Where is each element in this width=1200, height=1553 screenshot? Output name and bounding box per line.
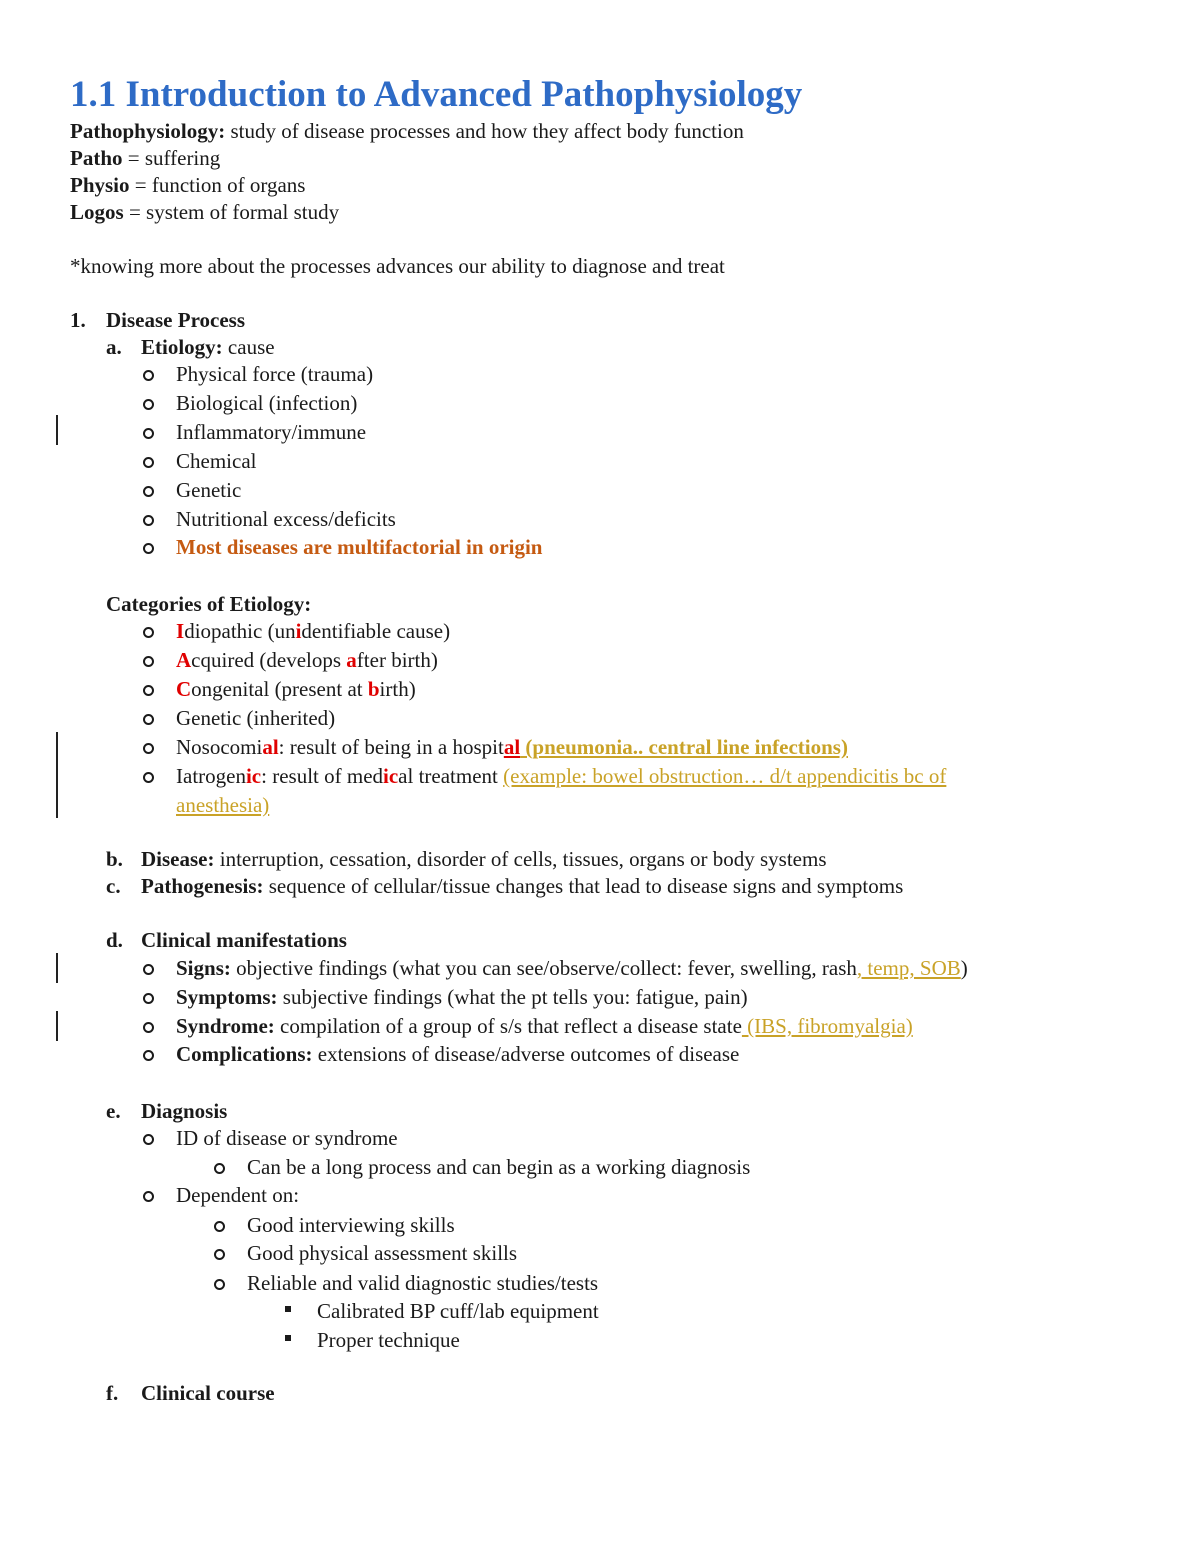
pathogenesis-definition: Pathogenesis: sequence of cellular/tissue changes that lead to disease signs and symptoms <box>141 874 904 898</box>
category-nosocomial: Nosocomial: result of being in a hospital (pneumonia.. central line infections) <box>176 735 848 759</box>
list-item: ID of disease or syndrome <box>176 1126 398 1150</box>
diagnosis-heading: Diagnosis <box>141 1099 228 1123</box>
section-heading-disease-process: Disease Process <box>106 308 245 332</box>
bullet-icon <box>143 1191 154 1202</box>
list-item: Reliable and valid diagnostic studies/tests <box>247 1271 599 1295</box>
list-marker: 1. <box>70 308 86 332</box>
category-idiopathic: Idiopathic (unidentifiable cause) <box>176 619 451 643</box>
list-item: Chemical <box>176 449 257 473</box>
bullet-icon <box>143 772 154 783</box>
clinical-heading: Clinical manifestations <box>141 928 347 952</box>
bullet-icon <box>143 1134 154 1145</box>
category-acquired: Acquired (develops after birth) <box>176 648 438 672</box>
bullet-icon <box>143 370 154 381</box>
bullet-icon <box>143 486 154 497</box>
definition-patho: Patho = suffering <box>70 146 221 170</box>
clinical-signs: Signs: objective findings (what you can see/observe/collect: fever, swelling, rash, temp, SOB) <box>176 956 968 980</box>
list-item: Nutritional excess/deficits <box>176 507 396 531</box>
definition-physio: Physio = function of organs <box>70 173 306 197</box>
etiology-heading: Etiology: cause <box>141 335 275 359</box>
clinical-complications: Complications: extensions of disease/adverse outcomes of disease <box>176 1042 740 1066</box>
category-iatrogenic-note: anesthesia) <box>176 793 270 817</box>
bullet-icon <box>143 743 154 754</box>
change-bar <box>56 1011 58 1041</box>
bullet-icon <box>143 964 154 975</box>
list-marker: f. <box>106 1381 119 1405</box>
category-iatrogenic: Iatrogenic: result of medical treatment (example: bowel obstruction… d/t appendicitis bc of <box>176 764 947 788</box>
etiology-highlight: Most diseases are multifactorial in origin <box>176 535 543 559</box>
page-title: 1.1 Introduction to Advanced Pathophysiology <box>70 74 803 115</box>
change-bar <box>56 953 58 983</box>
list-item: Biological (infection) <box>176 391 358 415</box>
categories-heading: Categories of Etiology: <box>106 592 312 616</box>
clinical-symptoms: Symptoms: subjective findings (what the pt tells you: fatigue, pain) <box>176 985 748 1009</box>
bullet-icon <box>143 543 154 554</box>
list-item: Physical force (trauma) <box>176 362 374 386</box>
list-item: Genetic <box>176 478 242 502</box>
list-marker: b. <box>106 847 123 871</box>
bullet-icon <box>143 714 154 725</box>
change-bar <box>56 732 58 818</box>
clinical-course-heading: Clinical course <box>141 1381 275 1405</box>
list-item: Calibrated BP cuff/lab equipment <box>317 1299 599 1323</box>
definition-logos: Logos = system of formal study <box>70 200 340 224</box>
bullet-icon <box>143 515 154 526</box>
bullet-icon <box>214 1221 225 1232</box>
clinical-syndrome: Syndrome: compilation of a group of s/s that reflect a disease state (IBS, fibromyalgia) <box>176 1014 913 1038</box>
bullet-icon <box>143 627 154 638</box>
square-bullet-icon <box>285 1306 291 1312</box>
bullet-icon <box>143 685 154 696</box>
list-item: Dependent on: <box>176 1183 300 1207</box>
category-genetic: Genetic (inherited) <box>176 706 336 730</box>
list-item: Good physical assessment skills <box>247 1241 518 1265</box>
bullet-icon <box>214 1163 225 1174</box>
list-marker: e. <box>106 1099 121 1123</box>
bullet-icon <box>143 993 154 1004</box>
list-item: Can be a long process and can begin as a working diagnosis <box>247 1155 751 1179</box>
list-marker: d. <box>106 928 123 952</box>
bullet-icon <box>143 656 154 667</box>
list-item: Inflammatory/immune <box>176 420 367 444</box>
square-bullet-icon <box>285 1335 291 1341</box>
category-congenital: Congenital (present at birth) <box>176 677 416 701</box>
disease-definition: Disease: interruption, cessation, disorder of cells, tissues, organs or body systems <box>141 847 827 871</box>
list-item: Good interviewing skills <box>247 1213 455 1237</box>
list-item: Proper technique <box>317 1328 460 1352</box>
list-marker: a. <box>106 335 122 359</box>
definition-pathophysiology: Pathophysiology: study of disease processes and how they affect body function <box>70 119 744 143</box>
bullet-icon <box>143 457 154 468</box>
bullet-icon <box>143 1022 154 1033</box>
list-marker: c. <box>106 874 121 898</box>
bullet-icon <box>143 1050 154 1061</box>
note-text: *knowing more about the processes advances our ability to diagnose and treat <box>70 254 725 278</box>
change-bar <box>56 415 58 445</box>
bullet-icon <box>143 399 154 410</box>
bullet-icon <box>214 1279 225 1290</box>
bullet-icon <box>214 1249 225 1260</box>
bullet-icon <box>143 428 154 439</box>
